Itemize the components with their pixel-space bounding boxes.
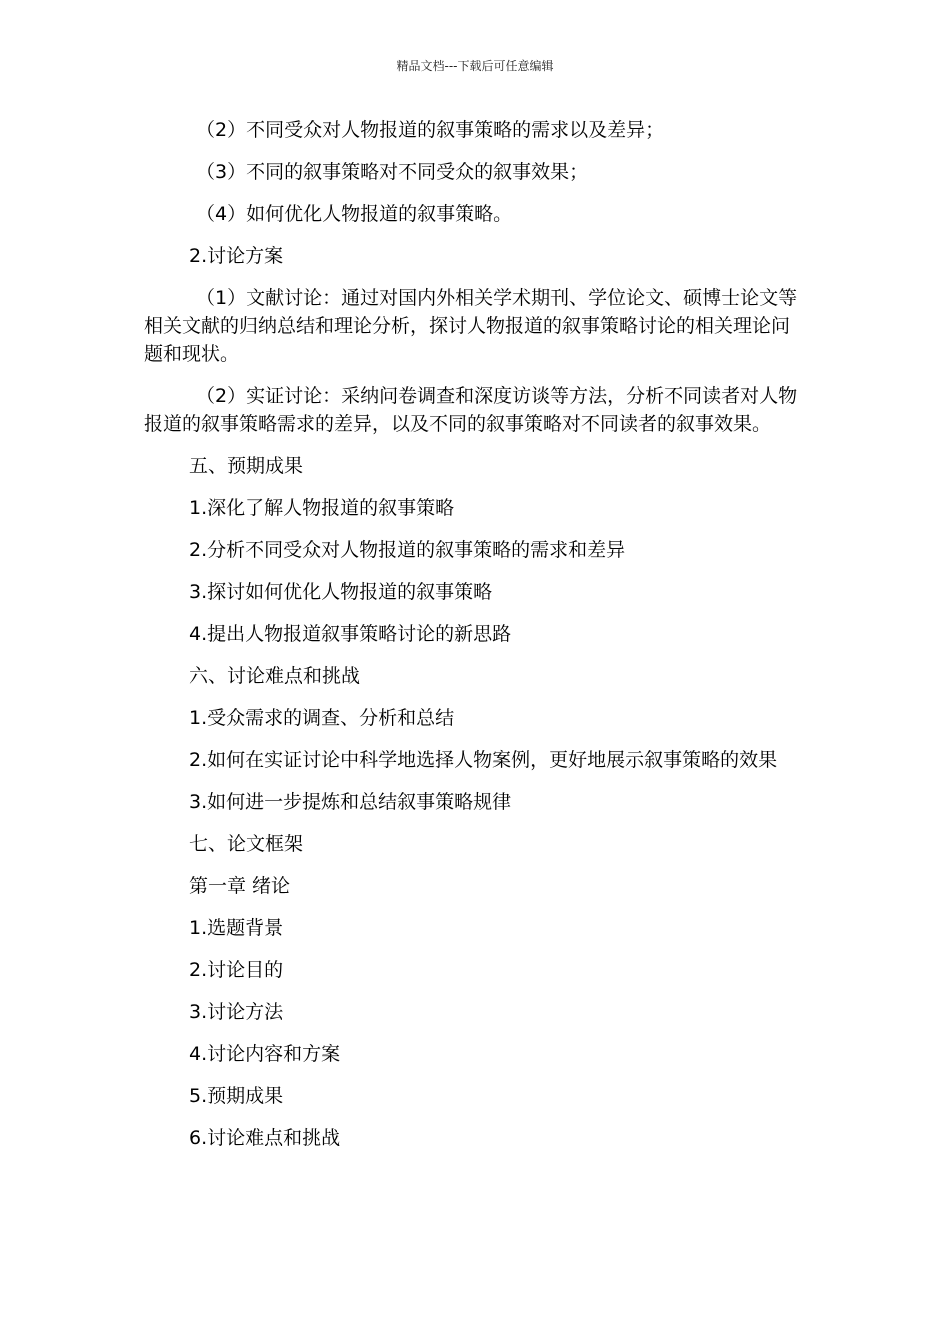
list-item-expected-result: 2.分析不同受众对人物报道的叙事策略的需求和差异 [189,539,626,561]
list-item-chapter-section: 5.预期成果 [189,1085,284,1107]
paragraph-research-content-2: （2）不同受众对人物报道的叙事策略的需求以及差异； [196,119,665,141]
list-item-expected-result: 4.提出人物报道叙事策略讨论的新思路 [189,623,512,645]
page-header: 精品文档---下载后可任意编辑 [396,59,554,73]
list-item-chapter-section: 6.讨论难点和挑战 [189,1127,341,1149]
heading-research-plan: 2.讨论方案 [189,245,284,267]
paragraph-literature-research: （1）文献讨论：通过对国内外相关学术期刊、学位论文、硕博士论文等相关文献的归纳总结和理论分析，探讨人物报道的叙事策略讨论的相关理论问题和现状。 [144,287,798,365]
list-item-difficulty: 2.如何在实证讨论中科学地选择人物案例，更好地展示叙事策略的效果 [189,749,778,771]
section-heading-difficulties: 六、讨论难点和挑战 [189,665,361,687]
section-heading-framework: 七、论文框架 [189,833,304,855]
list-item-chapter-section: 3.讨论方法 [189,1001,284,1023]
list-item-difficulty: 1.受众需求的调查、分析和总结 [189,707,455,729]
list-item-chapter-section: 4.讨论内容和方案 [189,1043,341,1065]
list-item-chapter-section: 1.选题背景 [189,917,284,939]
list-item-expected-result: 1.深化了解人物报道的叙事策略 [189,497,455,519]
section-heading-expected-results: 五、预期成果 [189,455,304,477]
paragraph-research-content-4: （4）如何优化人物报道的叙事策略。 [196,203,513,225]
list-item-chapter-section: 2.讨论目的 [189,959,284,981]
list-item-difficulty: 3.如何进一步提炼和总结叙事策略规律 [189,791,512,813]
list-item-expected-result: 3.探讨如何优化人物报道的叙事策略 [189,581,493,603]
chapter-heading: 第一章 绪论 [189,875,291,897]
paragraph-empirical-research: （2）实证讨论：采纳问卷调查和深度访谈等方法，分析不同读者对人物报道的叙事策略需求的差异，以及不同的叙事策略对不同读者的叙事效果。 [144,385,798,435]
paragraph-research-content-3: （3）不同的叙事策略对不同受众的叙事效果； [196,161,589,183]
document-body [144,116,806,1166]
